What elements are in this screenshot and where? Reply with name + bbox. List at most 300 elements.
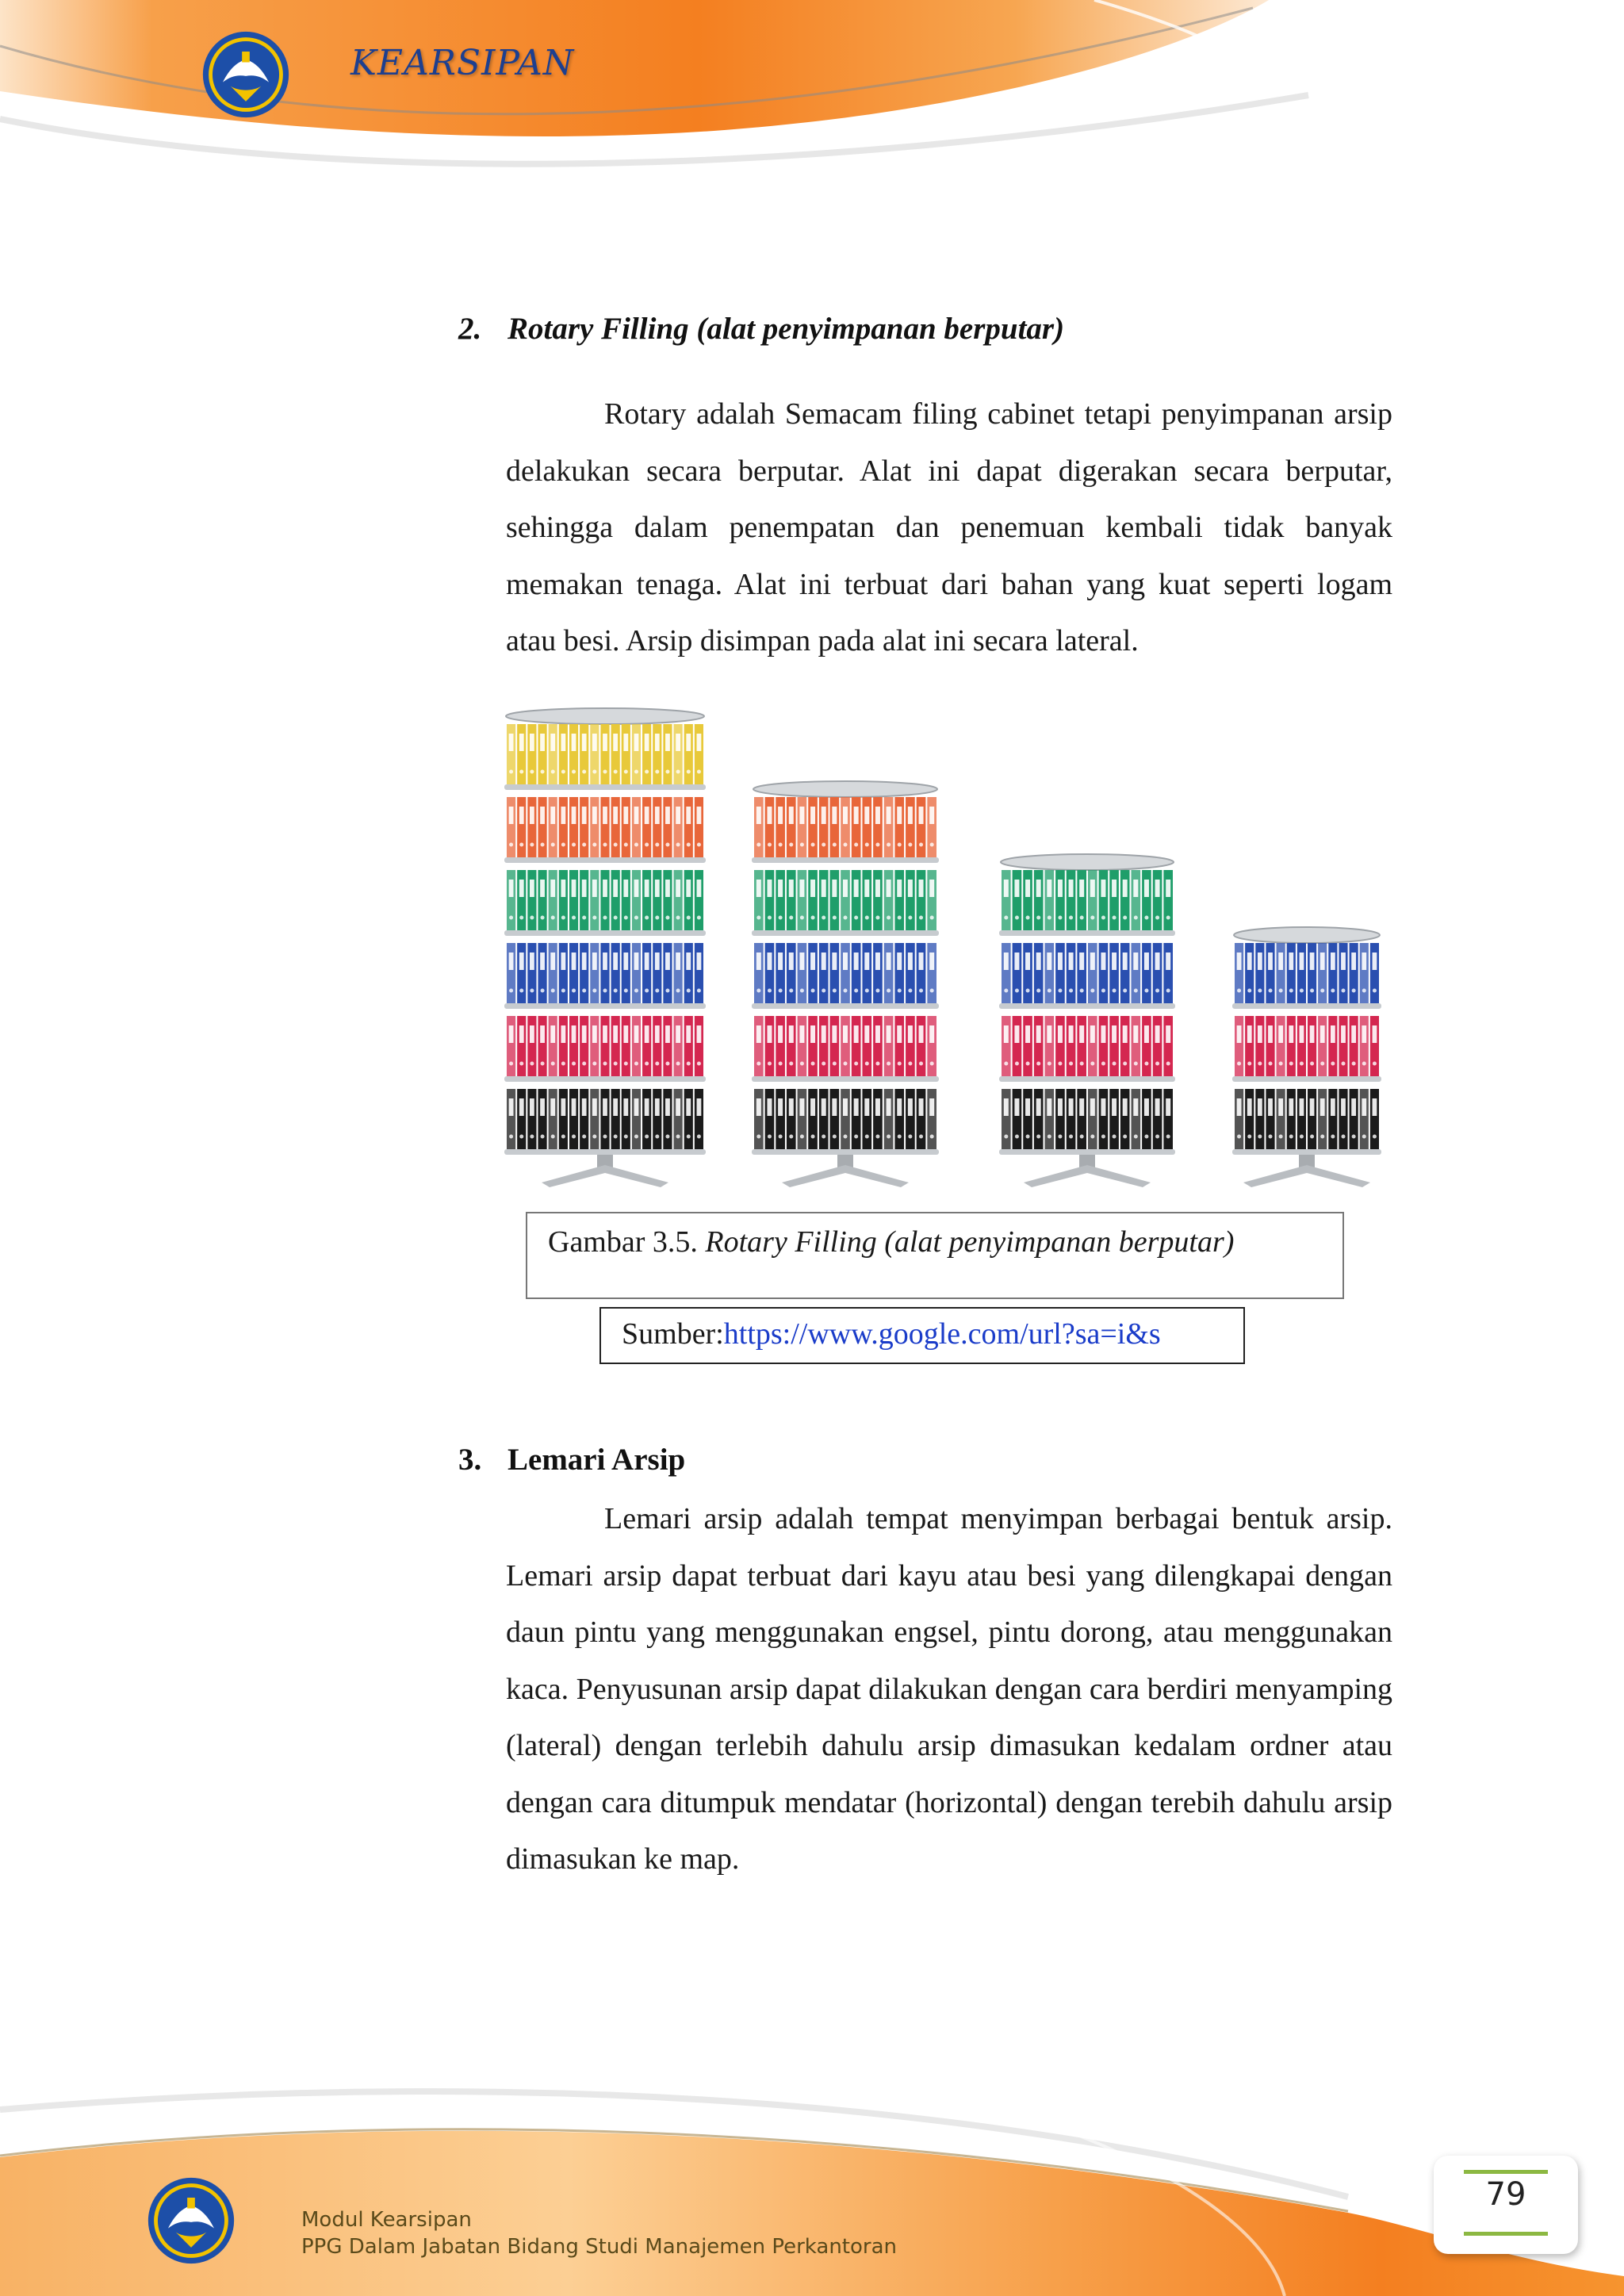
binder-label: [572, 1098, 576, 1116]
binder-ring-hole: [645, 1062, 649, 1066]
binder-ring-hole: [1237, 1135, 1241, 1139]
binder-label: [887, 807, 891, 824]
binder-label: [572, 880, 576, 897]
binder: [580, 870, 588, 930]
binder-label: [908, 1098, 913, 1116]
binder-ring-hole: [768, 1135, 772, 1139]
binder-label: [1166, 1025, 1170, 1043]
binder-ring-hole: [930, 916, 934, 920]
binder: [632, 870, 641, 930]
binder-ring-hole: [624, 989, 628, 993]
binder-ring-hole: [875, 989, 879, 993]
binder-ring-hole: [697, 989, 701, 993]
binder-ring-hole: [655, 770, 659, 774]
binder-label: [582, 880, 587, 897]
binder: [674, 1016, 683, 1076]
binder-label: [1362, 1025, 1366, 1043]
binder-ring-hole: [779, 1135, 783, 1139]
binder-label: [908, 807, 913, 824]
binder-ring-hole: [789, 1135, 793, 1139]
tower-top-disc: [753, 781, 937, 797]
binder-label: [1036, 953, 1041, 970]
binder-label: [592, 734, 597, 751]
binder-ring-hole: [676, 770, 680, 774]
binder-ring-hole: [509, 916, 513, 920]
binder-ring-hole: [645, 770, 649, 774]
binder-label: [530, 807, 534, 824]
binder-label: [908, 880, 913, 897]
binder-ring-hole: [1058, 1062, 1062, 1066]
binder-label: [634, 807, 639, 824]
binder-label: [613, 953, 618, 970]
binder-ring-hole: [665, 1135, 669, 1139]
binder: [684, 797, 693, 857]
binder: [819, 1089, 829, 1149]
binder: [1002, 943, 1011, 1003]
binder: [906, 1089, 915, 1149]
binder: [830, 1089, 840, 1149]
binder-ring-hole: [541, 989, 545, 993]
binder: [1163, 1089, 1173, 1149]
binder-label: [572, 1025, 576, 1043]
source-link[interactable]: https://www.google.com/url?sa=i&s: [723, 1317, 1161, 1351]
binder: [527, 1089, 536, 1149]
binder-label: [1247, 1025, 1252, 1043]
binder: [1318, 1089, 1327, 1149]
binder-label: [572, 734, 576, 751]
caption-prefix: Gambar 3.5.: [548, 1225, 706, 1259]
binder-label: [540, 880, 545, 897]
binder-ring-hole: [530, 916, 534, 920]
tut-wuri-handayani-logo: [145, 2175, 237, 2267]
binder: [1350, 1016, 1358, 1076]
binder: [754, 943, 764, 1003]
binder: [1013, 870, 1022, 930]
binder: [1339, 1089, 1347, 1149]
binder: [776, 797, 785, 857]
binder: [674, 724, 683, 784]
binder-ring-hole: [930, 1062, 934, 1066]
binder: [663, 1016, 672, 1076]
tower-shelf: [752, 1076, 939, 1082]
binder-label: [929, 1025, 934, 1043]
binder-ring-hole: [898, 1062, 902, 1066]
binder-ring-hole: [919, 1135, 923, 1139]
binder-ring-hole: [1155, 1062, 1159, 1066]
binder-label: [864, 1098, 869, 1116]
binder-label: [1300, 953, 1304, 970]
binder-label: [1036, 1098, 1041, 1116]
binder-ring-hole: [1310, 1062, 1314, 1066]
binder: [600, 870, 609, 930]
binder-label: [756, 1098, 761, 1116]
binder-label: [1341, 953, 1346, 970]
binder-label: [1268, 1098, 1273, 1116]
binder-label: [1166, 953, 1170, 970]
binder-label: [665, 734, 670, 751]
binder: [873, 870, 883, 930]
section-title: Rotary Filling (alat penyimpanan berputar): [508, 312, 1065, 346]
binder-ring-hole: [1090, 916, 1094, 920]
binder: [549, 797, 557, 857]
binder-ring-hole: [665, 1062, 669, 1066]
binder-ring-hole: [1004, 1135, 1008, 1139]
binder-label: [645, 807, 649, 824]
binder-ring-hole: [833, 916, 837, 920]
binder-ring-hole: [768, 1062, 772, 1066]
binder: [1055, 943, 1065, 1003]
binder: [927, 943, 936, 1003]
binder: [538, 797, 546, 857]
binder: [569, 943, 578, 1003]
binder-ring-hole: [1134, 989, 1138, 993]
binder: [517, 1016, 526, 1076]
binder: [1067, 1089, 1076, 1149]
binder-label: [832, 1025, 837, 1043]
binder-label: [1331, 1098, 1335, 1116]
binder-ring-hole: [1362, 1135, 1366, 1139]
binder-ring-hole: [1134, 1135, 1138, 1139]
binder-label: [854, 880, 859, 897]
binder: [1255, 1016, 1264, 1076]
binder-label: [623, 1025, 628, 1043]
binder: [830, 797, 840, 857]
section-3-paragraph: Lemari arsip adalah tempat menyimpan berbagai bentuk arsip. Lemari arsip dapat terbuat dari kayu atau besi yang dilengkapai dengan daun pintu yang menggunakan engsel, pintu dorong, atau menggunakan kaca. Penyusunan arsip dapat dilakukan dengan cara berdiri menyamping (lateral) dengan terlebih dahulu arsip dimasukan kedalam ordner atau dengan cara ditumpuk mendatar (horizontal) dengan terebih dahulu arsip dimasukan ke map.: [506, 1502, 1392, 1876]
binder-label: [623, 807, 628, 824]
binder-label: [519, 1098, 524, 1116]
binder-ring-hole: [1352, 1135, 1356, 1139]
binder-label: [613, 880, 618, 897]
binder-label: [1079, 953, 1084, 970]
binder: [569, 724, 578, 784]
binder-ring-hole: [887, 1062, 891, 1066]
binder: [1318, 1016, 1327, 1076]
binder-ring-hole: [572, 1062, 576, 1066]
binder: [1360, 1089, 1369, 1149]
binder: [684, 943, 693, 1003]
binder-label: [613, 1025, 618, 1043]
binder-ring-hole: [603, 1135, 607, 1139]
binder-label: [550, 1025, 555, 1043]
binder-label: [603, 807, 607, 824]
binder-ring-hole: [1090, 989, 1094, 993]
binder-label: [1036, 1025, 1041, 1043]
binder-ring-hole: [1237, 1062, 1241, 1066]
tower-base: [542, 1165, 668, 1187]
binder: [841, 870, 850, 930]
binder-label: [592, 880, 597, 897]
binder-label: [864, 1025, 869, 1043]
binder-ring-hole: [561, 1062, 565, 1066]
binder: [765, 1089, 775, 1149]
binder: [927, 797, 936, 857]
binder-label: [897, 807, 902, 824]
binder-ring-hole: [930, 989, 934, 993]
tower-shelf: [999, 1003, 1175, 1009]
binder-label: [799, 1025, 804, 1043]
binder-ring-hole: [1101, 989, 1105, 993]
binder: [1255, 1089, 1264, 1149]
binder: [917, 1089, 926, 1149]
binder-ring-hole: [756, 989, 760, 993]
binder-label: [655, 1025, 660, 1043]
binder: [1034, 1089, 1044, 1149]
binder-label: [1101, 953, 1105, 970]
binder: [1120, 1089, 1130, 1149]
binder-ring-hole: [908, 1135, 912, 1139]
tower-top-disc: [506, 708, 704, 724]
binder-label: [1014, 1025, 1019, 1043]
binder-label: [582, 1025, 587, 1043]
binder-ring-hole: [811, 989, 815, 993]
binder-label: [582, 807, 587, 824]
binder-label: [1166, 880, 1170, 897]
tower-base: [1243, 1165, 1370, 1187]
binder-ring-hole: [1004, 1062, 1008, 1066]
binder: [1277, 943, 1285, 1003]
binder: [1055, 870, 1065, 930]
binder: [1045, 1016, 1055, 1076]
binder-ring-hole: [756, 1062, 760, 1066]
binder: [1055, 1089, 1065, 1149]
binder-ring-hole: [1144, 989, 1148, 993]
binder-label: [665, 1025, 670, 1043]
binder: [1235, 1089, 1243, 1149]
binder: [1360, 943, 1369, 1003]
binder: [776, 870, 785, 930]
binder-ring-hole: [1048, 916, 1051, 920]
binder-label: [697, 880, 702, 897]
binder-label: [767, 807, 772, 824]
binder: [642, 797, 651, 857]
binder: [787, 797, 796, 857]
binder-label: [929, 953, 934, 970]
binder-ring-hole: [756, 843, 760, 847]
binder-ring-hole: [919, 843, 923, 847]
binder-label: [929, 807, 934, 824]
binder: [906, 943, 915, 1003]
binder-label: [686, 807, 691, 824]
binder: [808, 797, 818, 857]
binder-label: [1362, 1098, 1366, 1116]
binder-ring-hole: [592, 916, 596, 920]
page-number-rule-top: [1464, 2170, 1548, 2174]
binder-label: [897, 1025, 902, 1043]
binder-ring-hole: [865, 989, 869, 993]
binder: [632, 943, 641, 1003]
binder-label: [519, 807, 524, 824]
binder: [622, 724, 630, 784]
binder: [1360, 1016, 1369, 1076]
binder: [754, 797, 764, 857]
binder-ring-hole: [551, 1135, 555, 1139]
binder-label: [1258, 1025, 1262, 1043]
binder-label: [613, 807, 618, 824]
binder-ring-hole: [603, 1062, 607, 1066]
binder-label: [822, 880, 826, 897]
binder-ring-hole: [875, 916, 879, 920]
binder: [873, 797, 883, 857]
binder-label: [1320, 1025, 1325, 1043]
binder: [798, 943, 807, 1003]
binder-ring-hole: [697, 1135, 701, 1139]
binder-label: [875, 953, 880, 970]
binder-ring-hole: [887, 916, 891, 920]
binder: [798, 870, 807, 930]
binder: [549, 870, 557, 930]
binder-ring-hole: [582, 843, 586, 847]
binder: [1120, 870, 1130, 930]
binder-label: [603, 953, 607, 970]
binder-label: [665, 953, 670, 970]
binder: [787, 1089, 796, 1149]
binder-ring-hole: [592, 989, 596, 993]
binder: [1163, 1016, 1173, 1076]
binder-ring-hole: [1247, 989, 1251, 993]
binder: [674, 943, 683, 1003]
section-title: Lemari Arsip: [508, 1443, 686, 1477]
binder-ring-hole: [919, 989, 923, 993]
binder: [622, 1089, 630, 1149]
binder-label: [1237, 1098, 1242, 1116]
binder: [787, 943, 796, 1003]
binder-label: [665, 880, 670, 897]
binder: [1245, 1016, 1254, 1076]
tut-wuri-handayani-logo: [200, 29, 292, 121]
binder-ring-hole: [645, 916, 649, 920]
binder: [1002, 1016, 1011, 1076]
binder-ring-hole: [614, 1135, 618, 1139]
binder-label: [810, 807, 815, 824]
binder: [1034, 870, 1044, 930]
binder-ring-hole: [1289, 1062, 1293, 1066]
binder-label: [582, 734, 587, 751]
binder-ring-hole: [1373, 1135, 1377, 1139]
binder: [1013, 1089, 1022, 1149]
binder-label: [1155, 953, 1160, 970]
binder: [622, 870, 630, 930]
binder-ring-hole: [1113, 1062, 1116, 1066]
binder-label: [875, 1098, 880, 1116]
figure-caption: [526, 1212, 1344, 1299]
binder-ring-hole: [655, 989, 659, 993]
tower-base: [1024, 1165, 1151, 1187]
binder-label: [1258, 1098, 1262, 1116]
binder-ring-hole: [676, 989, 680, 993]
binder-label: [1123, 1098, 1128, 1116]
binder-ring-hole: [887, 1135, 891, 1139]
tower-shelf: [504, 784, 706, 790]
binder-ring-hole: [1123, 989, 1127, 993]
binder-ring-hole: [1269, 1135, 1273, 1139]
binder-ring-hole: [1144, 1062, 1148, 1066]
binder: [765, 797, 775, 857]
binder: [873, 1089, 883, 1149]
binder-ring-hole: [875, 1062, 879, 1066]
binder: [1287, 1089, 1296, 1149]
binder-label: [676, 1098, 680, 1116]
binder-label: [789, 1098, 794, 1116]
footer-program-title: PPG Dalam Jabatan Bidang Studi Manajemen Perkantoran: [301, 2235, 898, 2259]
tower-shelf: [504, 930, 706, 936]
binder-label: [603, 880, 607, 897]
binder-label: [634, 1098, 639, 1116]
binder-label: [623, 880, 628, 897]
binder-label: [1362, 953, 1366, 970]
binder-label: [540, 953, 545, 970]
binder-label: [1258, 953, 1262, 970]
binder: [538, 943, 546, 1003]
tower-top-disc: [1001, 854, 1174, 870]
binder: [600, 1089, 609, 1149]
binder: [1235, 943, 1243, 1003]
binder: [1055, 1016, 1065, 1076]
binder-label: [613, 734, 618, 751]
tower-shelf: [504, 1149, 706, 1155]
binder: [765, 870, 775, 930]
binder: [569, 1089, 578, 1149]
binder: [884, 1016, 894, 1076]
binder-label: [697, 953, 702, 970]
binder-label: [1090, 953, 1095, 970]
binder: [549, 724, 557, 784]
binder-ring-hole: [687, 770, 691, 774]
binder-label: [530, 1025, 534, 1043]
binder-ring-hole: [634, 916, 638, 920]
binder-label: [1058, 953, 1063, 970]
binder-label: [519, 880, 524, 897]
binder: [538, 1089, 546, 1149]
binder-ring-hole: [572, 770, 576, 774]
figure-source: [599, 1307, 1245, 1364]
binder-label: [864, 880, 869, 897]
binder: [1277, 1089, 1285, 1149]
binder: [1002, 870, 1011, 930]
binder-label: [676, 1025, 680, 1043]
binder: [798, 1089, 807, 1149]
binder-label: [1036, 880, 1041, 897]
binder-ring-hole: [1331, 1135, 1335, 1139]
page-number: 79: [1485, 2176, 1526, 2213]
binder: [1153, 1089, 1162, 1149]
binder: [819, 943, 829, 1003]
binder: [765, 1016, 775, 1076]
binder-ring-hole: [844, 916, 848, 920]
binder: [852, 1016, 861, 1076]
binder-label: [1014, 953, 1019, 970]
binder: [906, 1016, 915, 1076]
binder-ring-hole: [530, 989, 534, 993]
binder-ring-hole: [1123, 1062, 1127, 1066]
binder: [1266, 943, 1274, 1003]
binder: [695, 943, 703, 1003]
binder-label: [843, 807, 848, 824]
binder-ring-hole: [634, 770, 638, 774]
binder-label: [1004, 1098, 1009, 1116]
binder-ring-hole: [865, 916, 869, 920]
binder-ring-hole: [1331, 1062, 1335, 1066]
binder: [862, 1016, 871, 1076]
binder: [1339, 1016, 1347, 1076]
binder-ring-hole: [1069, 989, 1073, 993]
binder: [927, 1089, 936, 1149]
binder: [611, 1016, 620, 1076]
binder-label: [1237, 953, 1242, 970]
binder-label: [519, 734, 524, 751]
binder: [917, 1016, 926, 1076]
binder-label: [1004, 953, 1009, 970]
tower-shelf: [504, 1076, 706, 1082]
